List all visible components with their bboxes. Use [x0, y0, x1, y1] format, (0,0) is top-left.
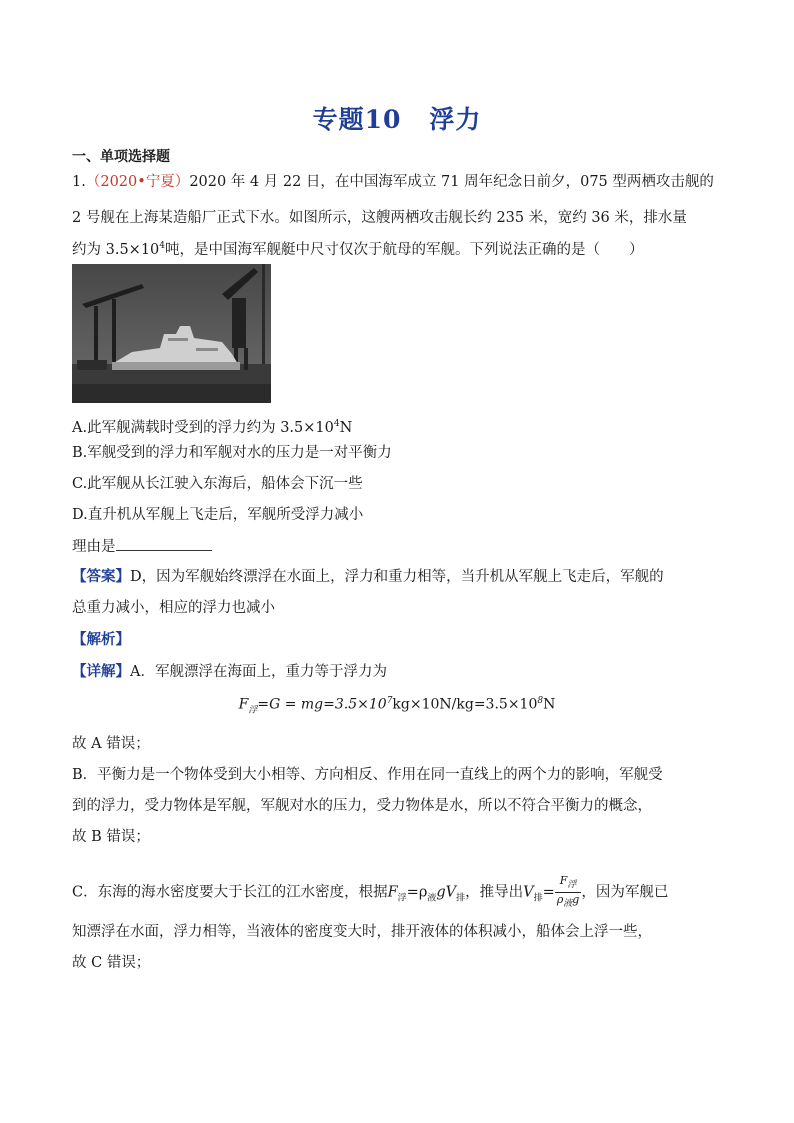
option-c: C.此军舰从长江驶入东海后，船体会下沉一些	[72, 476, 363, 492]
c-explanation-line-2: 知漂浮在水面，浮力相等，当液体的密度变大时，排开液体的体积减小，船体会上浮一些，	[72, 924, 652, 940]
question-line-2: 2 号舰在上海某造船厂正式下水。如图所示，这艘两栖攻击舰长约 235 米，宽约 36 米，排水量	[72, 210, 687, 226]
page-title	[0, 100, 794, 136]
b-conclusion: 故 B 错误；	[72, 829, 150, 845]
warship-image	[72, 264, 271, 403]
section-heading: 一、单项选择题	[72, 149, 170, 165]
answer-label: 【答案】	[72, 569, 130, 585]
answer-line-2: 总重力减小，相应的浮力也减小	[72, 600, 275, 616]
option-a: A.此军舰满载时受到的浮力约为 $3.5\times 10^4N$	[72, 419, 353, 436]
question-source: （2020•宁夏）	[85, 174, 190, 190]
a-conclusion: 故 A 错误；	[72, 736, 150, 752]
detail-line-1: 【详解】A．军舰漂浮在海面上，重力等于浮力为	[72, 664, 387, 680]
question-text: 2020 年 4 月 22 日，在中国海军成立 71 周年纪念日前夕，075 型两栖攻击舰的	[189, 174, 714, 190]
reason-blank	[116, 536, 212, 551]
analysis-label: 【解析】	[72, 632, 130, 648]
buoyancy-formula: $F_浮=G = mg=3.5\times 10^7kg\times 10N/kg=3.5\times 10^8N$	[238, 696, 556, 716]
answer-line-1: 【答案】D，因为军舰始终漂浮在水面上，浮力和重力相等，当升机从军舰上飞走后，军舰的	[72, 569, 664, 585]
question-number: 1.	[72, 174, 86, 190]
reason-line	[72, 536, 724, 557]
b-explanation-line-2: 到的浮力，受力物体是军舰，军舰对水的压力，受力物体是水，所以不符合平衡力的概念，	[72, 798, 652, 814]
volume-fraction: $\frac{F_浮}{\rho_液g}$	[556, 874, 580, 910]
title-prefix: 专题	[312, 105, 365, 134]
question-line-1	[72, 172, 724, 192]
warship-photo	[72, 264, 271, 403]
c-conclusion: 故 C 错误；	[72, 955, 151, 971]
c-explanation-line-1: C．东海的海水密度要大于长江的江水密度，根据$F_浮=\rho_液gV_排$，推导出$V_排=$ $\frac{F_浮}{\rho_液g}$ ，因为军舰已	[72, 874, 669, 910]
option-b: B.军舰受到的浮力和军舰对水的压力是一对平衡力	[72, 445, 392, 461]
b-explanation-line-1: B．平衡力是一个物体受到大小相等、方向相反、作用在同一直线上的两个力的影响，军舰受	[72, 767, 663, 783]
detail-label: 【详解】	[72, 664, 130, 680]
reason-label: 理由是	[72, 539, 116, 555]
option-d: D.直升机从军舰上飞走后，军舰所受浮力减小	[72, 507, 364, 523]
title-topic: 浮力	[429, 105, 482, 134]
title-number: 10	[364, 105, 402, 134]
question-line-3: 约为 $3.5\times 10^4$吨，是中国海军舰艇中尺寸仅次于航母的军舰。下列说法正确的是（ ）	[72, 241, 644, 258]
